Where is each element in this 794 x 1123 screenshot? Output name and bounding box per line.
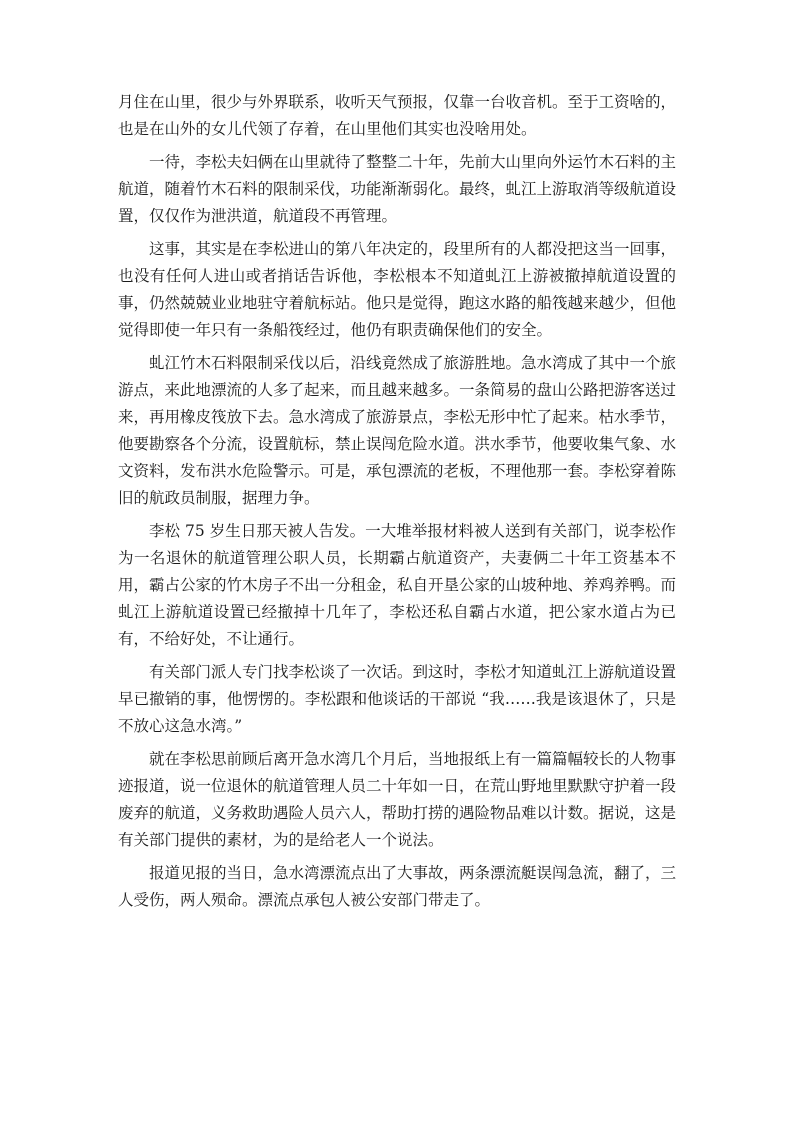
paragraph-6: 有关部门派人专门找李松谈了一次话。到这时，李松才知道虬江上游航道设置早已撤销的事，他愣愣的。李松跟和他谈话的干部说 “我……我是该退休了，只是不放心这急水湾。”: [118, 663, 677, 735]
paragraph-3: 这事，其实是在李松进山的第八年决定的，段里所有的人都没把这当一回事，也没有任何人进山或者捎话告诉他，李松根本不知道虬江上游被撤掉航道设置的事，仍然兢兢业业地驻守着航标站。他只是觉得，跑这水路的船筏越来越少，但他觉得即使一年只有一条船筏经过，他仍有职责确保他们的安全。: [118, 240, 677, 339]
paragraph-8: 报道见报的当日，急水湾漂流点出了大事故，两条漂流艇误闯急流，翻了，三人受伤，两人殒命。漂流点承包人被公安部门带走了。: [118, 864, 677, 909]
paragraph-4: 虬江竹木石料限制采伐以后，沿线竟然成了旅游胜地。急水湾成了其中一个旅游点，来此地漂流的人多了起来，而且越来越多。一条简易的盘山公路把游客送过来，再用橡皮筏放下去。急水湾成了旅游景点，李松无形中忙了起来。枯水季节，他要勘察各个分流，设置航标，禁止误闯危险水道。洪水季节，他要收集气象、水文资料，发布洪水危险警示。可是，承包漂流的老板，不理他那一套。李松穿着陈旧的航政员制服，据理力争。: [118, 354, 677, 507]
document-page: [118, 89, 676, 914]
paragraph-5: 李松 75 岁生日那天被人告发。一大堆举报材料被人送到有关部门，说李松作为一名退休的航道管理公职人员，长期霸占航道资产，夫妻俩二十年工资基本不用，霸占公家的竹木房子不出一分租金，私自开垦公家的山坡种地、养鸡养鸭。而虬江上游航道设置已经撤掉十几年了，李松还私自霸占水道，把公家水道占为已有，不给好处，不让通行。: [118, 522, 677, 648]
paragraph-1: 月住在山里，很少与外界联系，收听天气预报，仅靠一台收音机。至于工资啥的，也是在山外的女儿代领了存着，在山里他们其实也没啥用处。: [118, 93, 677, 138]
paragraph-2: 一待，李松夫妇俩在山里就待了整整二十年，先前大山里向外运竹木石料的主航道，随着竹木石料的限制采伐，功能渐渐弱化。最终，虬江上游取消等级航道设置，仅仅作为泄洪道，航道段不再管理。: [118, 153, 677, 225]
paragraph-7: 就在李松思前顾后离开急水湾几个月后，当地报纸上有一篇篇幅较长的人物事迹报道，说一位退休的航道管理人员二十年如一日，在荒山野地里默默守护着一段废弃的航道，义务救助遇险人员六人，帮助打捞的遇险物品难以计数。据说，这是有关部门提供的素材，为的是给老人一个说法。: [118, 750, 677, 849]
